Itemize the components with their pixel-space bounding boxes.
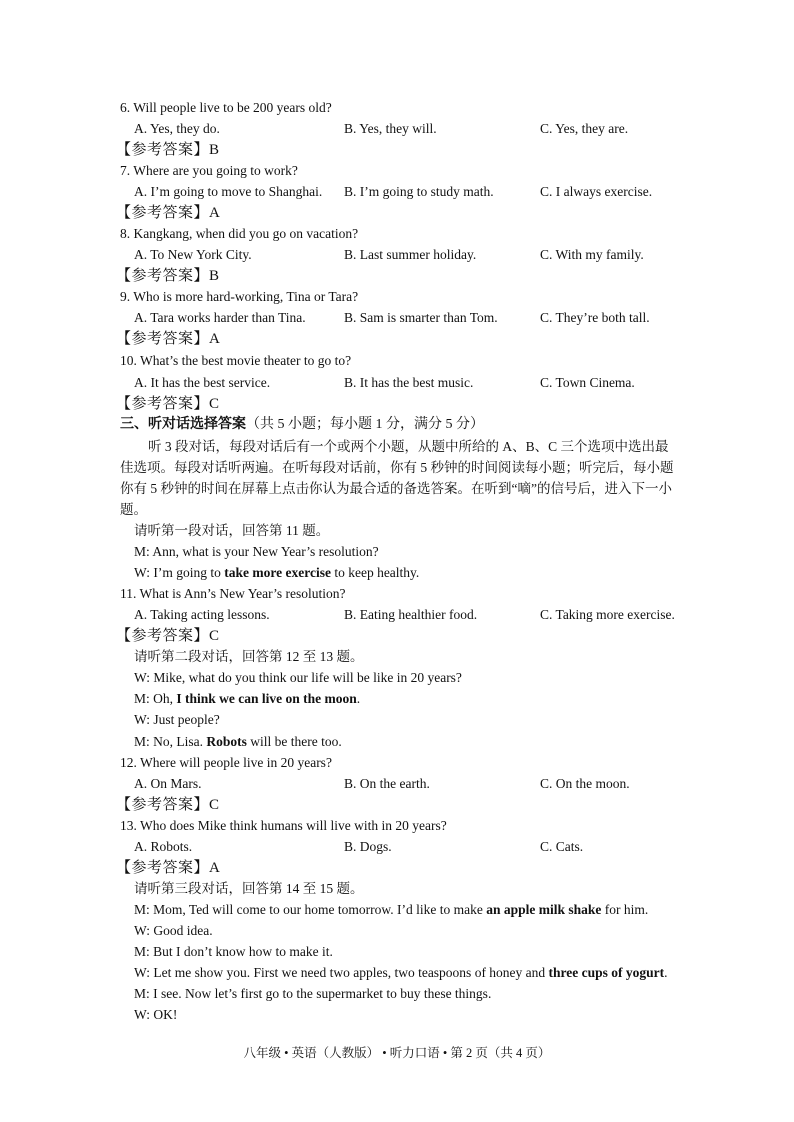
option-11b: B. Eating healthier food. — [344, 607, 478, 622]
dialog-line: M: I see. Now let’s first go to the supermarket to buy these things. — [134, 986, 492, 1001]
question-6: 6. Will people live to be 200 years old? — [120, 100, 332, 115]
key-phrase: take more exercise — [224, 565, 331, 580]
question-10: 10. What’s the best movie theater to go to? — [120, 353, 352, 368]
section-note: （共 5 小题；每小题 1 分，满分 5 分） — [246, 417, 484, 432]
key-phrase: three cups of yogurt — [548, 965, 665, 980]
key-phrase: an apple milk shake — [486, 902, 602, 917]
dialog-line: M: Ann, what is your New Year’s resolution? — [134, 544, 379, 559]
dialog-1-intro: 请听第一段对话，回答第 11 题。 — [134, 523, 330, 538]
dialog-2-intro: 请听第二段对话，回答第 12 至 13 题。 — [134, 649, 364, 664]
question-7: 7. Where are you going to work? — [120, 163, 298, 178]
section-instructions: 听 3 段对话，每段对话后有一个或两个小题，从题中所给的 A、B、C 三个选项中选出最佳选项。每段对话听两遍。在听每段对话前，你有 5 秒钟的时间阅读每小题；听完后，每小题你有 5 秒钟的时间在屏幕上点击你认为最合适的备选答案。在听到“嘀”的信号后，进入下一小题。 — [120, 439, 674, 517]
dialog-line: M: Oh, I think we can live on the moon. — [134, 691, 361, 706]
option-9a: A. Tara works harder than Tina. — [134, 310, 306, 325]
option-10b: B. It has the best music. — [344, 375, 474, 390]
option-11a: A. Taking acting lessons. — [134, 607, 270, 622]
question-8: 8. Kangkang, when did you go on vacation? — [120, 226, 359, 241]
option-12b: B. On the earth. — [344, 776, 430, 791]
option-12a: A. On Mars. — [134, 776, 202, 791]
dialog-line: W: Mike, what do you think our life will be like in 20 years? — [134, 670, 462, 685]
option-6a: A. Yes, they do. — [134, 121, 220, 136]
option-7c: C. I always exercise. — [540, 184, 653, 199]
section-number: 三、 — [120, 417, 148, 432]
question-9: 9. Who is more hard-working, Tina or Tara? — [120, 289, 359, 304]
option-13a: A. Robots. — [134, 839, 193, 854]
dialog-line: W: Good idea. — [134, 923, 213, 938]
option-10a: A. It has the best service. — [134, 375, 271, 390]
option-6c: C. Yes, they are. — [540, 121, 629, 136]
answer-13: 【参考答案】A — [116, 860, 221, 876]
dialog-line: W: I’m going to take more exercise to keep healthy. — [134, 565, 420, 580]
question-13: 13. Who does Mike think humans will live with in 20 years? — [120, 818, 447, 833]
section-heading — [120, 416, 484, 434]
dialog-line: W: Just people? — [134, 712, 220, 727]
key-phrase: Robots — [206, 734, 247, 749]
question-11: 11. What is Ann’s New Year’s resolution? — [120, 586, 346, 601]
dialog-line: W: OK! — [134, 1007, 178, 1022]
section-title: 听对话选择答案 — [148, 417, 246, 432]
option-8b: B. Last summer holiday. — [344, 247, 477, 262]
option-9c: C. They’re both tall. — [540, 310, 650, 325]
answer-9: 【参考答案】A — [116, 331, 221, 347]
dialog-line: W: Let me show you. First we need two apples, two teaspoons of honey and three cups of yogurt. — [134, 965, 668, 980]
dialog-line: M: But I don’t know how to make it. — [134, 944, 333, 959]
page-footer: 八年级 • 英语（人教版） • 听力口语 • 第 2 页（共 4 页） — [243, 1046, 551, 1060]
option-13c: C. Cats. — [540, 839, 584, 854]
key-phrase: I think we can live on the moon — [176, 691, 357, 706]
option-6b: B. Yes, they will. — [344, 121, 437, 136]
answer-7: 【参考答案】A — [116, 205, 221, 221]
option-8a: A. To New York City. — [134, 247, 252, 262]
dialog-line: M: Mom, Ted will come to our home tomorrow. I’d like to make an apple milk shake for him. — [134, 902, 649, 917]
answer-11: 【参考答案】C — [116, 628, 220, 644]
option-9b: B. Sam is smarter than Tom. — [344, 310, 498, 325]
answer-10: 【参考答案】C — [116, 396, 220, 412]
answer-6: 【参考答案】B — [116, 142, 220, 158]
option-11c: C. Taking more exercise. — [540, 607, 675, 622]
option-7b: B. I’m going to study math. — [344, 184, 494, 199]
answer-8: 【参考答案】B — [116, 268, 220, 284]
answer-12: 【参考答案】C — [116, 797, 220, 813]
option-10c: C. Town Cinema. — [540, 375, 635, 390]
option-12c: C. On the moon. — [540, 776, 630, 791]
option-7a: A. I’m going to move to Shanghai. — [134, 184, 323, 199]
option-8c: C. With my family. — [540, 247, 644, 262]
dialog-line: M: No, Lisa. Robots will be there too. — [134, 734, 342, 749]
option-13b: B. Dogs. — [344, 839, 392, 854]
dialog-3-intro: 请听第三段对话，回答第 14 至 15 题。 — [134, 881, 364, 896]
question-12: 12. Where will people live in 20 years? — [120, 755, 332, 770]
